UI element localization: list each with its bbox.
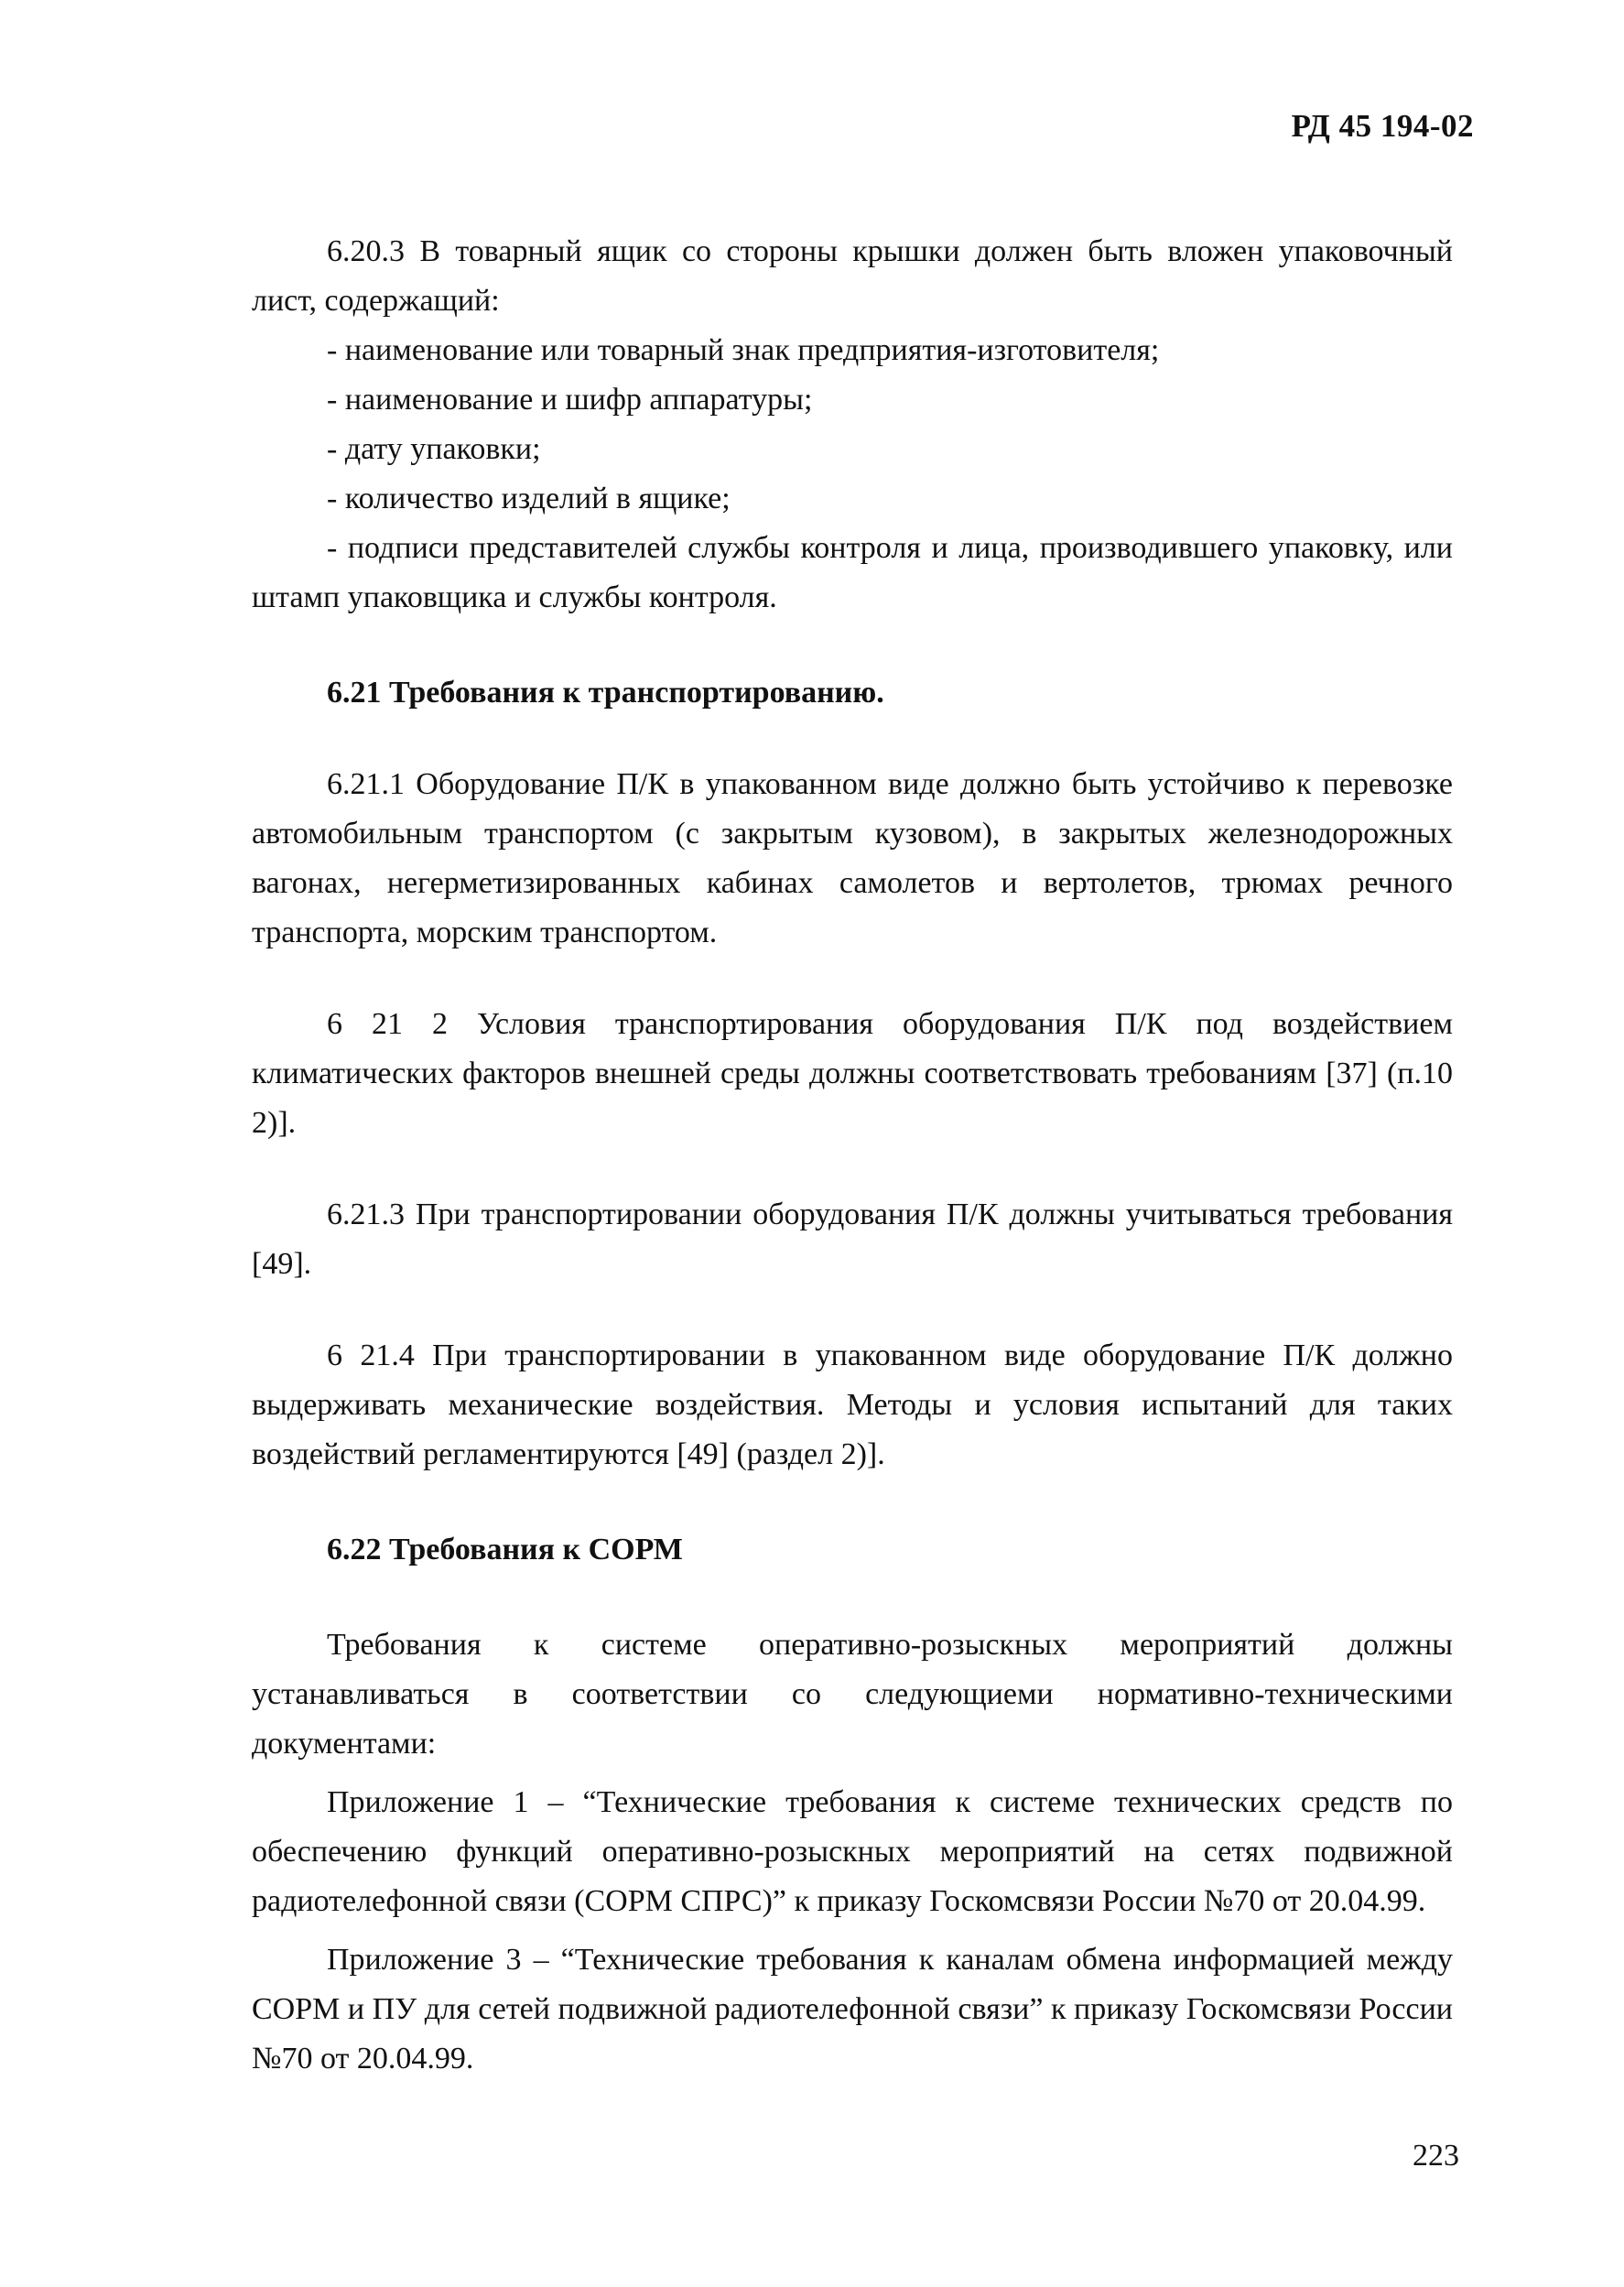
section-6-21-3: 6.21.3 При транспортировании оборудования П/К должны учитываться требования [49]. <box>252 1198 1453 1281</box>
appendix-1-reference: Приложение 1 – “Технические требования к системе технических средств по обеспечению функций оперативно-розыскных мероприятий на сетях подвижной радиотелефонной связи (СОРМ СПРС)” к приказу Госкомсвязи России №70 от 20.04.99. <box>252 1785 1453 1918</box>
document-body <box>252 227 1453 2084</box>
section-6-20-3-intro: 6.20.3 В товарный ящик со стороны крышки должен быть вложен упаковочный лист, содержащий: <box>252 234 1453 318</box>
section-6-22-heading: 6.22 Требования к СОРМ <box>327 1533 683 1566</box>
list-item: - подписи представителей службы контроля и лица, производившего упаковку, или штамп упаковщика и службы контроля. <box>252 531 1453 614</box>
list-item: - дату упаковки; <box>327 432 541 466</box>
page-number: 223 <box>1413 2139 1459 2173</box>
section-6-21-heading: 6.21 Требования к транспортированию. <box>327 676 884 710</box>
section-6-22-requirements: Требования к системе оперативно-розыскных мероприятий должны устанавливаться в соответствии со следующиеми нормативно-техническими документами: <box>252 1628 1453 1761</box>
list-item: - количество изделий в ящике; <box>327 482 731 515</box>
section-6-21-2: 6 21 2 Условия транспортирования оборудования П/К под воздействием климатических факторов внешней среды должны соответствовать требованиям [37] (п.10 2)]. <box>252 1007 1453 1140</box>
packing-list-items <box>252 326 1453 623</box>
section-6-21-1: 6.21.1 Оборудование П/К в упакованном виде должно быть устойчиво к перевозке автомобильным транспортом (с закрытым кузовом), в закрытых железнодорожных вагонах, негерметизированных кабинах самолетов и вертолетов, трюмах речного транспорта, морским транспортом. <box>252 767 1453 949</box>
list-item: - наименование или товарный знак предприятия-изготовителя; <box>327 333 1160 367</box>
document-code: РД 45 194-02 <box>1291 108 1474 144</box>
section-6-21-4: 6 21.4 При транспортировании в упакованном виде оборудование П/К должно выдерживать механические воздействия. Методы и условия испытаний для таких воздействий регламентируются [49] (раздел 2)]. <box>252 1339 1453 1471</box>
appendix-3-reference: Приложение 3 – “Технические требования к каналам обмена информацией между СОРМ и ПУ для сетей подвижной радиотелефонной связи” к приказу Госкомсвязи России №70 от 20.04.99. <box>252 1943 1453 2076</box>
list-item: - наименование и шифр аппаратуры; <box>327 383 813 417</box>
